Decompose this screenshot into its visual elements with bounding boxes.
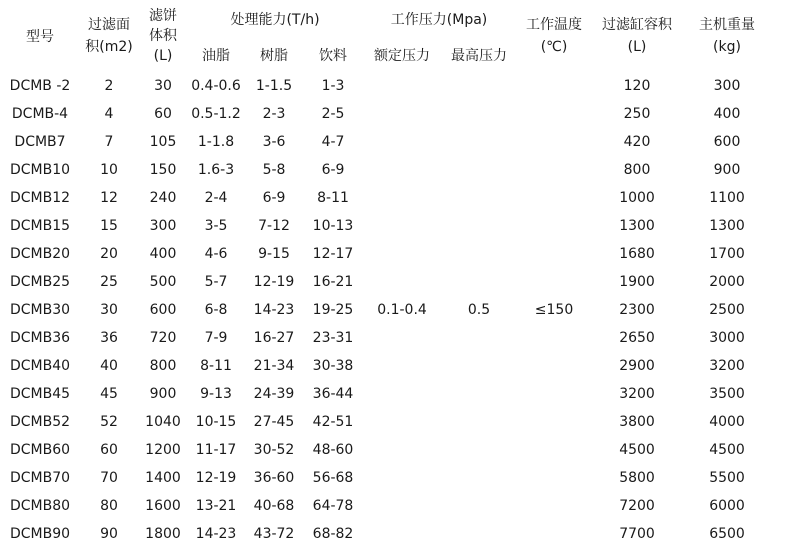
cell-resin: 27-45 <box>253 414 295 430</box>
cell-oil: 7-9 <box>204 330 228 346</box>
header-max-pressure: 最高压力 <box>451 48 508 64</box>
header-capacity: 处理能力(T/h) <box>230 12 320 28</box>
cell-tank-volume: 3800 <box>619 414 655 430</box>
cell-resin: 40-68 <box>253 498 295 514</box>
cell-model: DCMB30 <box>9 302 71 318</box>
cell-weight: 600 <box>713 134 741 150</box>
cell-drink: 30-38 <box>312 358 354 374</box>
cell-resin: 7-12 <box>258 218 290 234</box>
cell-filter-area: 12 <box>100 190 118 206</box>
header-temperature-line1: 工作温度 <box>526 17 583 33</box>
cell-oil: 11-17 <box>195 442 237 458</box>
cell-oil: 1.6-3 <box>197 162 235 178</box>
cell-spacer <box>772 156 801 184</box>
cell-model: DCMB20 <box>9 246 71 262</box>
cell-drink: 36-44 <box>312 386 354 402</box>
cell-cake-volume: 60 <box>154 106 172 122</box>
spec-table-body <box>0 72 801 548</box>
cell-cake-volume: 105 <box>149 134 177 150</box>
cell-spacer <box>772 212 801 240</box>
cell-spacer <box>772 464 801 492</box>
cell-filter-area: 30 <box>100 302 118 318</box>
cell-weight: 6500 <box>709 526 745 542</box>
cell-filter-area: 7 <box>104 134 114 150</box>
cell-tank-volume: 800 <box>623 162 651 178</box>
cell-tank-volume: 420 <box>623 134 651 150</box>
cell-spacer <box>772 100 801 128</box>
header-filter-area <box>80 0 138 72</box>
cell-cake-volume: 800 <box>149 358 177 374</box>
cell-tank-volume: 7700 <box>619 526 655 542</box>
cell-filter-area: 10 <box>100 162 118 178</box>
cell-drink: 23-31 <box>312 330 354 346</box>
cell-drink: 4-7 <box>321 134 345 150</box>
cell-cake-volume: 400 <box>149 246 177 262</box>
cell-model: DCMB7 <box>14 134 66 150</box>
cell-weight: 4000 <box>709 414 745 430</box>
cell-spacer <box>772 352 801 380</box>
header-cake-volume-line2: 体积 <box>149 28 177 44</box>
cell-weight: 3000 <box>709 330 745 346</box>
header-rated-pressure: 额定压力 <box>374 48 431 64</box>
cell-model: DCMB40 <box>9 358 71 374</box>
cell-max-pressure: 0.5 <box>467 302 491 318</box>
cell-weight: 900 <box>713 162 741 178</box>
cell-filter-area: 80 <box>100 498 118 514</box>
cell-tank-volume: 250 <box>623 106 651 122</box>
header-drink: 饮料 <box>319 48 347 64</box>
cell-model: DCMB-4 <box>11 106 69 122</box>
cell-oil: 8-11 <box>200 358 232 374</box>
cell-filter-area: 15 <box>100 218 118 234</box>
cell-oil: 4-6 <box>204 246 228 262</box>
cell-oil: 13-21 <box>195 498 237 514</box>
cell-oil: 0.4-0.6 <box>191 78 241 94</box>
cell-cake-volume: 30 <box>154 78 172 94</box>
cell-spacer <box>772 72 801 100</box>
cell-spacer <box>772 408 801 436</box>
cell-oil: 12-19 <box>195 470 237 486</box>
cell-rated-pressure: 0.1-0.4 <box>377 302 427 318</box>
cell-weight: 400 <box>713 106 741 122</box>
cell-drink: 42-51 <box>312 414 354 430</box>
cell-weight: 1300 <box>709 218 745 234</box>
cell-filter-area: 45 <box>100 386 118 402</box>
header-weight-line1: 主机重量 <box>699 17 756 33</box>
cell-drink: 56-68 <box>312 470 354 486</box>
header-temperature <box>516 0 592 72</box>
cell-spacer <box>772 296 801 324</box>
cell-resin: 5-8 <box>262 162 286 178</box>
cell-drink: 10-13 <box>312 218 354 234</box>
cell-tank-volume: 2650 <box>619 330 655 346</box>
cell-drink: 16-21 <box>312 274 354 290</box>
cell-oil: 9-13 <box>200 386 232 402</box>
cell-spacer <box>772 436 801 464</box>
cell-model: DCMB12 <box>9 190 71 206</box>
cell-weight: 1100 <box>709 190 745 206</box>
cell-drink: 19-25 <box>312 302 354 318</box>
cell-resin: 14-23 <box>253 302 295 318</box>
cell-weight: 5500 <box>709 470 745 486</box>
cell-tank-volume: 1900 <box>619 274 655 290</box>
cell-resin: 12-19 <box>253 274 295 290</box>
cell-oil: 5-7 <box>204 274 228 290</box>
header-weight <box>682 0 772 72</box>
cell-cake-volume: 720 <box>149 330 177 346</box>
cell-drink: 8-11 <box>317 190 349 206</box>
cell-resin: 2-3 <box>262 106 286 122</box>
cell-spacer <box>772 128 801 156</box>
cell-drink: 48-60 <box>312 442 354 458</box>
header-filter-area-line2: 积(m2) <box>85 39 133 55</box>
cell-cake-volume: 900 <box>149 386 177 402</box>
cell-spacer <box>772 184 801 212</box>
header-tank-volume-line2: (L) <box>627 39 647 55</box>
cell-drink: 12-17 <box>312 246 354 262</box>
cell-model: DCMB10 <box>9 162 71 178</box>
cell-model: DCMB80 <box>9 498 71 514</box>
cell-drink: 1-3 <box>321 78 345 94</box>
cell-cake-volume: 150 <box>149 162 177 178</box>
cell-filter-area: 40 <box>100 358 118 374</box>
cell-temperature: ≤150 <box>534 302 574 318</box>
header-cake-volume-line3: (L) <box>153 48 173 64</box>
cell-model: DCMB70 <box>9 470 71 486</box>
cell-spacer <box>772 324 801 352</box>
cell-weight: 1700 <box>709 246 745 262</box>
cell-resin: 21-34 <box>253 358 295 374</box>
cell-tank-volume: 4500 <box>619 442 655 458</box>
cell-resin: 16-27 <box>253 330 295 346</box>
cell-oil: 0.5-1.2 <box>191 106 241 122</box>
cell-cake-volume: 1200 <box>145 442 181 458</box>
table-row <box>0 72 801 100</box>
cell-drink: 2-5 <box>321 106 345 122</box>
cell-resin: 43-72 <box>253 526 295 542</box>
cell-resin: 9-15 <box>258 246 290 262</box>
cell-tank-volume: 1300 <box>619 218 655 234</box>
cell-oil: 6-8 <box>204 302 228 318</box>
cell-weight: 3200 <box>709 358 745 374</box>
cell-oil: 10-15 <box>195 414 237 430</box>
header-temperature-line2: (℃) <box>540 39 568 55</box>
header-weight-line2: (kg) <box>713 39 741 55</box>
cell-weight: 2500 <box>709 302 745 318</box>
cell-cake-volume: 600 <box>149 302 177 318</box>
cell-resin: 3-6 <box>262 134 286 150</box>
cell-weight: 3500 <box>709 386 745 402</box>
cell-cake-volume: 300 <box>149 218 177 234</box>
header-row-top <box>0 0 801 38</box>
cell-cake-volume: 1400 <box>145 470 181 486</box>
cell-cake-volume: 1040 <box>145 414 181 430</box>
cell-drink: 64-78 <box>312 498 354 514</box>
cell-spacer <box>772 492 801 520</box>
cell-oil: 3-5 <box>204 218 228 234</box>
cell-tank-volume: 2300 <box>619 302 655 318</box>
cell-resin: 30-52 <box>253 442 295 458</box>
cell-filter-area: 90 <box>100 526 118 542</box>
cell-weight: 300 <box>713 78 741 94</box>
header-oil: 油脂 <box>202 48 230 64</box>
cell-model: DCMB90 <box>9 526 71 542</box>
cell-tank-volume: 2900 <box>619 358 655 374</box>
header-cake-volume-line1: 滤饼 <box>149 8 177 24</box>
cell-filter-area: 36 <box>100 330 118 346</box>
header-tank-volume <box>592 0 682 72</box>
cell-filter-area: 25 <box>100 274 118 290</box>
cell-model: DCMB36 <box>9 330 71 346</box>
cell-tank-volume: 3200 <box>619 386 655 402</box>
cell-drink: 68-82 <box>312 526 354 542</box>
header-pressure: 工作压力(Mpa) <box>390 12 488 28</box>
cell-model: DCMB52 <box>9 414 71 430</box>
cell-oil: 14-23 <box>195 526 237 542</box>
cell-tank-volume: 1000 <box>619 190 655 206</box>
header-tank-volume-line1: 过滤缸容积 <box>602 17 673 33</box>
cell-model: DCMB25 <box>9 274 71 290</box>
cell-filter-area: 4 <box>104 106 114 122</box>
cell-cake-volume: 500 <box>149 274 177 290</box>
cell-tank-volume: 1680 <box>619 246 655 262</box>
cell-tank-volume: 7200 <box>619 498 655 514</box>
cell-drink: 6-9 <box>321 162 345 178</box>
cell-weight: 6000 <box>709 498 745 514</box>
cell-filter-area: 20 <box>100 246 118 262</box>
header-resin: 树脂 <box>260 48 288 64</box>
cell-cake-volume: 1800 <box>145 526 181 542</box>
cell-resin: 1-1.5 <box>255 78 293 94</box>
cell-resin: 24-39 <box>253 386 295 402</box>
cell-spacer <box>772 380 801 408</box>
cell-weight: 4500 <box>709 442 745 458</box>
cell-model: DCMB15 <box>9 218 71 234</box>
cell-spacer <box>772 520 801 548</box>
cell-filter-area: 52 <box>100 414 118 430</box>
header-model: 型号 <box>26 29 54 45</box>
cell-spacer <box>772 240 801 268</box>
cell-filter-area: 70 <box>100 470 118 486</box>
cell-model: DCMB45 <box>9 386 71 402</box>
cell-oil: 1-1.8 <box>197 134 235 150</box>
cell-oil: 2-4 <box>204 190 228 206</box>
cell-spacer <box>772 268 801 296</box>
cell-resin: 6-9 <box>262 190 286 206</box>
cell-tank-volume: 120 <box>623 78 651 94</box>
cell-filter-area: 2 <box>104 78 114 94</box>
cell-model: DCMB60 <box>9 442 71 458</box>
cell-cake-volume: 240 <box>149 190 177 206</box>
header-filter-area-line1: 过滤面 <box>88 17 130 33</box>
header-cake-volume <box>138 0 188 72</box>
header-spacer <box>772 0 801 72</box>
cell-weight: 2000 <box>709 274 745 290</box>
cell-filter-area: 60 <box>100 442 118 458</box>
cell-cake-volume: 1600 <box>145 498 181 514</box>
cell-model: DCMB -2 <box>9 78 71 94</box>
cell-resin: 36-60 <box>253 470 295 486</box>
cell-tank-volume: 5800 <box>619 470 655 486</box>
